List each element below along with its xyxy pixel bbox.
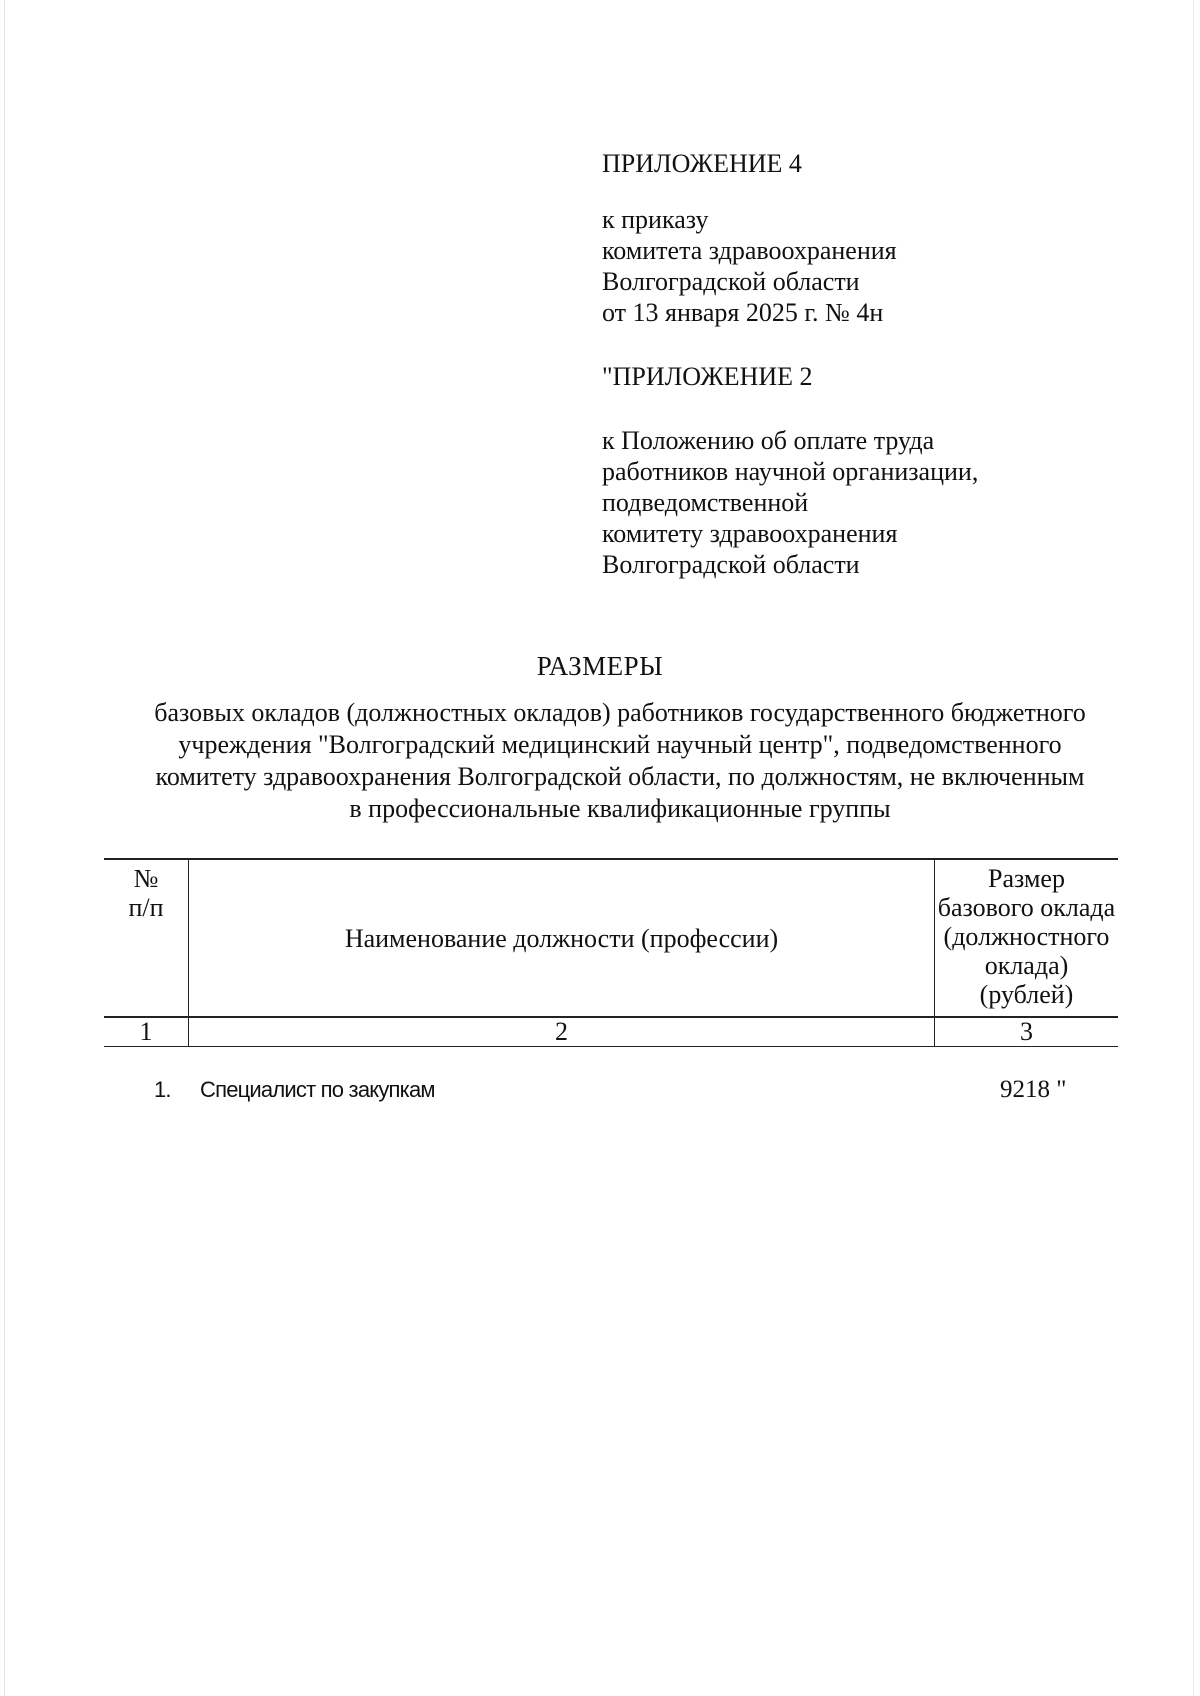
appendix-header bbox=[602, 148, 1122, 179]
column-header-salary-line: базового оклада bbox=[937, 893, 1116, 922]
regulation-reference-line: комитету здравоохранения bbox=[602, 519, 898, 548]
salary-table-header bbox=[104, 859, 1118, 1017]
salary-table-body bbox=[104, 1017, 1118, 1047]
inner-appendix-header bbox=[602, 361, 1122, 392]
scan-edge-left bbox=[4, 0, 5, 1696]
salary-table bbox=[104, 858, 1118, 1047]
order-reference-line: к приказу bbox=[602, 205, 709, 234]
regulation-reference bbox=[602, 425, 1122, 580]
column-header-number-line: п/п bbox=[128, 893, 164, 922]
document-subtitle-line: комитету здравоохранения Волгоградской области, по должностям, не включенным bbox=[155, 762, 1085, 791]
column-index: 2 bbox=[189, 1017, 935, 1047]
row-salary-value: 9218 " bbox=[1000, 1076, 1067, 1103]
document-title: РАЗМЕРЫ bbox=[536, 651, 664, 681]
column-header-salary-line: (рублей) bbox=[979, 980, 1074, 1009]
column-header-number bbox=[104, 859, 189, 1017]
regulation-reference-line: работников научной организации, bbox=[602, 457, 979, 486]
column-index-row bbox=[104, 1017, 1118, 1047]
column-header-salary-line: (должностного bbox=[943, 922, 1110, 951]
order-reference bbox=[602, 204, 1122, 328]
row-position-name: Специалист по закупкам bbox=[200, 1077, 435, 1102]
order-reference-line: Волгоградской области bbox=[602, 267, 860, 296]
column-header-salary-line: оклада) bbox=[984, 951, 1069, 980]
order-reference-line: комитета здравоохранения bbox=[602, 236, 897, 265]
document-subtitle-line: в профессиональные квалификационные группы bbox=[349, 794, 891, 823]
regulation-reference-line: Волгоградской области bbox=[602, 550, 860, 579]
column-index: 3 bbox=[935, 1017, 1119, 1047]
scan-edge-right bbox=[1193, 0, 1194, 1696]
document-subtitle-line: базовых окладов (должностных окладов) работников государственного бюджетного bbox=[154, 698, 1086, 727]
column-index: 1 bbox=[104, 1017, 189, 1047]
regulation-reference-line: к Положению об оплате труда bbox=[602, 426, 935, 455]
table-header-row bbox=[104, 859, 1118, 1017]
inner-appendix-header-text: "ПРИЛОЖЕНИЕ 2 bbox=[602, 362, 813, 391]
document-subtitle bbox=[100, 697, 1140, 825]
column-header-salary bbox=[935, 859, 1119, 1017]
order-reference-line: от 13 января 2025 г. № 4н bbox=[602, 298, 884, 327]
column-header-salary-line: Размер bbox=[988, 864, 1065, 893]
table-row bbox=[0, 1074, 1200, 1106]
appendix-header-text: ПРИЛОЖЕНИЕ 4 bbox=[602, 149, 802, 178]
document-subtitle-line: учреждения "Волгоградский медицинский научный центр", подведомственного bbox=[178, 730, 1062, 759]
column-header-number-line: № bbox=[133, 864, 159, 893]
column-header-position: Наименование должности (профессии) bbox=[189, 859, 935, 1017]
row-number: 1. bbox=[154, 1077, 171, 1102]
regulation-reference-line: подведомственной bbox=[602, 488, 809, 517]
